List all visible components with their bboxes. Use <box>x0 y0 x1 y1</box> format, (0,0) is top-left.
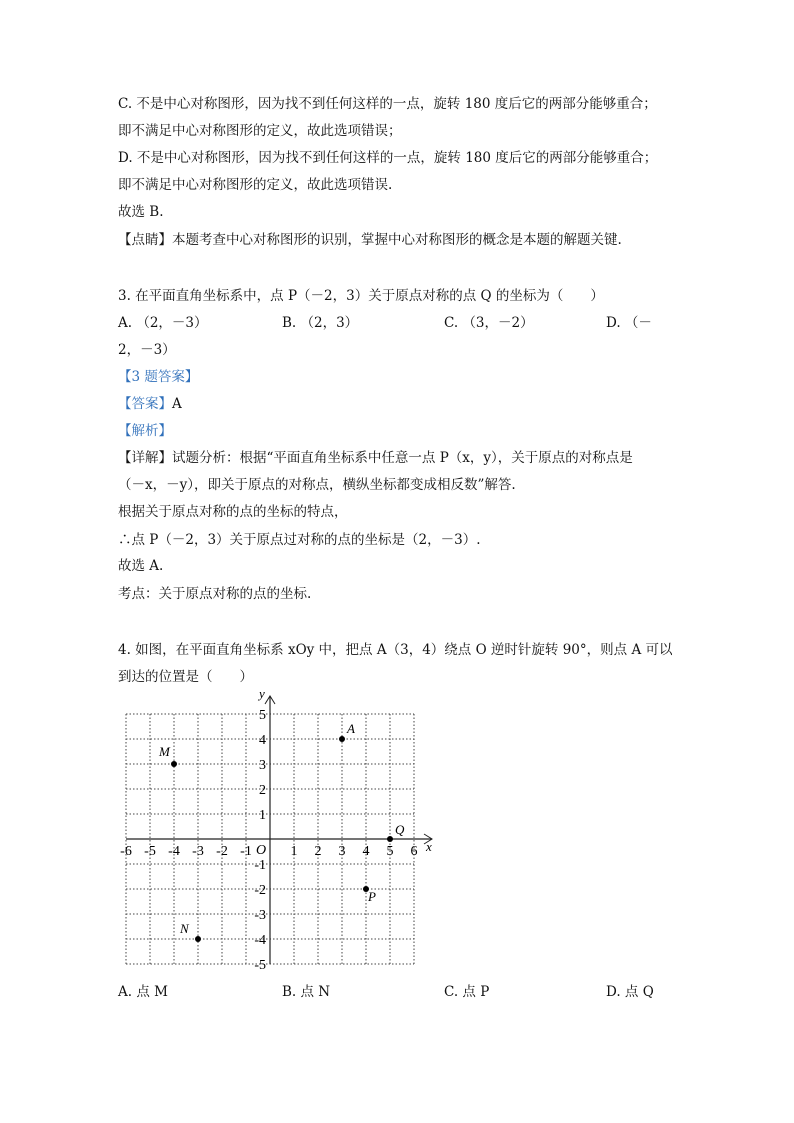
x-tick-label: -6 <box>120 844 132 859</box>
q3-detail-line: 【详解】试题分析：根据“平面直角坐标系中任意一点 P（x，y），关于原点的对称点是 <box>118 450 633 466</box>
q4-option-c: C. 点 P <box>444 984 490 1000</box>
q3-answer-header: 【3 题答案】 <box>118 369 199 385</box>
q2-option-d-conclusion: 即不满足中心对称图形的定义，故此选项错误. <box>118 177 393 193</box>
q4-option-a: A. 点 M <box>118 984 168 1000</box>
q2-comment: 【点睛】本题考查中心对称图形的识别，掌握中心对称图形的概念是本题的解题关键. <box>118 232 622 248</box>
y-axis-label: y <box>259 686 265 701</box>
q2-option-c-explanation: C. 不是中心对称图形，因为找不到任何这样的一点，旋转 180 度后它的两部分能够重合； <box>118 96 657 112</box>
x-tick-label: -2 <box>216 844 228 859</box>
x-tick-label: 6 <box>410 844 418 859</box>
point-label-m: M <box>159 744 170 759</box>
point-a <box>339 736 345 742</box>
y-tick-label: 4 <box>259 733 266 748</box>
y-tick-label: 5 <box>259 708 266 723</box>
y-tick-label: 3 <box>259 758 266 773</box>
point-label-n: N <box>180 921 189 936</box>
q3-option-c: C. （3，－2） <box>444 315 534 331</box>
y-tick-label: 1 <box>259 808 266 823</box>
x-tick-label: 3 <box>338 844 346 859</box>
q3-detail-line: （－x，－y），即关于原点的对称点，横纵坐标都变成相反数”解答. <box>118 477 516 493</box>
q3-detail-line: 故选 A. <box>118 558 164 574</box>
q3-option-a: A. （2，－3） <box>118 315 208 331</box>
q3-detail-line: ∴点 P（－2，3）关于原点过对称的点的坐标是（2，－3）. <box>118 532 481 548</box>
y-tick-label: -4 <box>254 933 266 948</box>
x-tick-label: 5 <box>386 844 394 859</box>
point-label-p: P <box>368 889 376 904</box>
q4-question-line: 到达的位置是（ ） <box>118 669 253 685</box>
x-tick-label: -1 <box>240 844 252 859</box>
point-m <box>171 761 177 767</box>
x-tick-label: 2 <box>314 844 322 859</box>
y-tick-label: -1 <box>254 858 266 873</box>
q3-option-d: D. （－ <box>606 315 652 331</box>
q3-detail-line: 考点：关于原点对称的点的坐标. <box>118 586 312 602</box>
point-n <box>195 936 201 942</box>
q3-option-b: B. （2，3） <box>282 315 359 331</box>
y-tick-label: -5 <box>254 958 266 973</box>
x-axis-label: x <box>426 839 432 854</box>
x-tick-label: -5 <box>144 844 156 859</box>
x-tick-label: -4 <box>168 844 180 859</box>
q3-question: 3. 在平面直角坐标系中，点 P（－2，3）关于原点对称的点 Q 的坐标为（ ） <box>118 288 604 304</box>
point-q <box>387 836 393 842</box>
answer-value: A <box>172 396 182 412</box>
q4-option-b: B. 点 N <box>282 984 331 1000</box>
q2-option-c-conclusion: 即不满足中心对称图形的定义，故此选项错误； <box>118 123 402 139</box>
y-tick-label: -2 <box>254 883 266 898</box>
x-tick-label: 4 <box>362 844 370 859</box>
y-tick-label: -3 <box>254 908 266 923</box>
x-tick-label: -3 <box>192 844 204 859</box>
answer-label: 【答案】 <box>118 396 172 412</box>
y-tick-label: 2 <box>259 783 266 798</box>
origin-label: O <box>256 843 267 858</box>
q3-option-d-wrap: 2，－3） <box>118 342 176 358</box>
q2-choice: 故选 B. <box>118 204 164 220</box>
q3-detail-line: 根据关于原点对称的点的坐标的特点， <box>118 504 348 520</box>
q2-option-d-explanation: D. 不是中心对称图形，因为找不到任何这样的一点，旋转 180 度后它的两部分能够重合； <box>118 150 658 166</box>
point-label-q: Q <box>395 822 405 837</box>
q3-analysis-label: 【解析】 <box>118 423 172 439</box>
point-label-a: A <box>347 721 355 736</box>
q4-option-d: D. 点 Q <box>606 984 654 1000</box>
x-tick-label: 1 <box>290 844 298 859</box>
q4-question-line: 4. 如图，在平面直角坐标系 xOy 中，把点 A（3，4）绕点 O 逆时针旋转 90°，则点 A 可以 <box>118 642 673 658</box>
